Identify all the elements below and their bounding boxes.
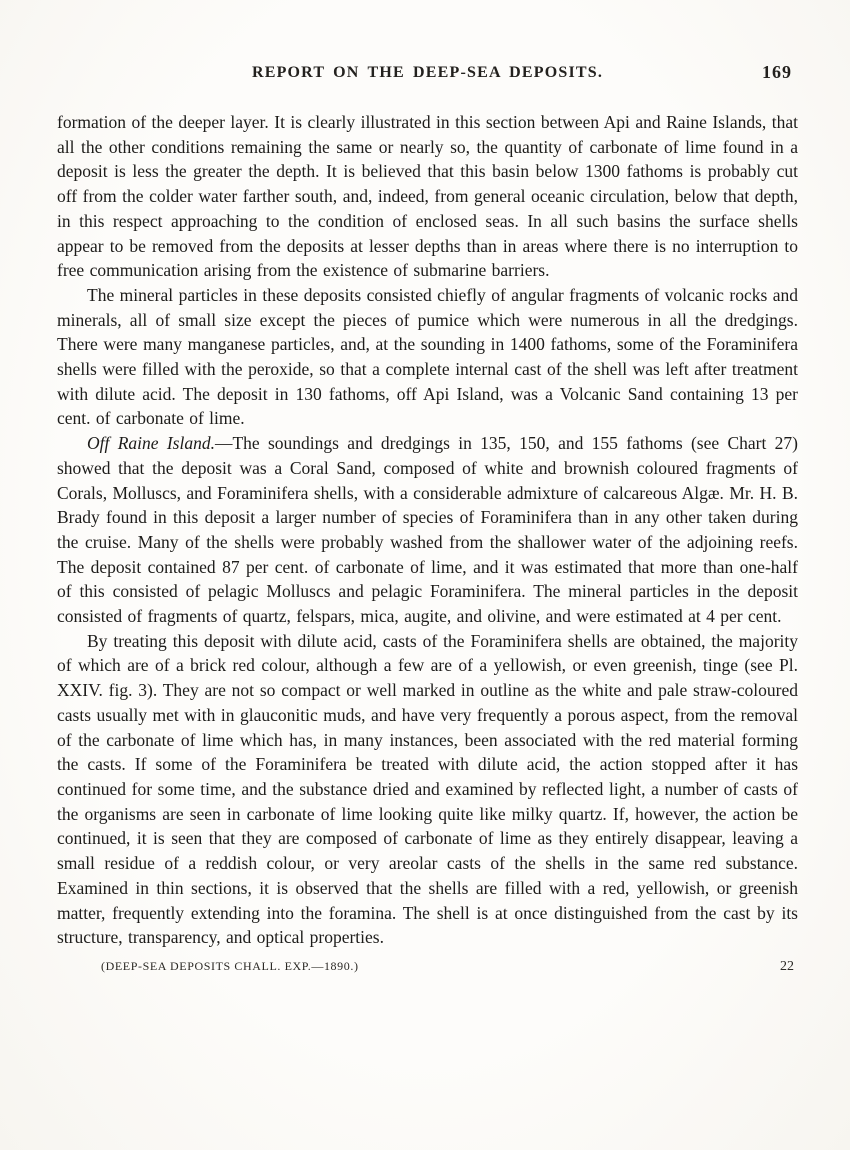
page-body [57,110,798,950]
footer-imprint: (DEEP-SEA DEPOSITS CHALL. EXP.—1890.) [101,958,359,973]
footer-signature-number: 22 [780,958,794,974]
paragraph-1 [57,110,798,283]
running-head [57,64,798,86]
paragraph-1-text: formation of the deeper layer. It is clearly illustrated in this section between Api and Raine Islands, that all the other conditions remaining the same or nearly so, the quantity of carbonate of lime found in a deposit is less the greater the depth. It is believed that this basin below 1300 fathoms is probably cut off from the colder water farther south, and, indeed, from general oceanic circulation, below that depth, in this respect approaching to the condition of enclosed seas. In all such basins the surface shells appear to be removed from the deposits at lesser depths than in areas where there is no interruption to free communication arising from the existence of submarine barriers. [57,112,798,281]
running-head-title: REPORT ON THE DEEP-SEA DEPOSITS. [251,64,604,81]
paragraph-4-text: By treating this deposit with dilute acid, casts of the Foraminifera shells are obtained, the majority of which are of a brick red colour, although a few are of a yellowish, or even greenish, tinge (see Pl. XXIV. fig. 3). They are not so compact or well marked in outline as the white and pale straw-coloured casts usually met with in glauconitic muds, and have very frequently a porous aspect, from the removal of the carbonate of lime which has, in many instances, been associated with the red material forming the casts. If some of the Foraminifera be treated with dilute acid, the action stopped after it has continued for some time, and the substance dried and examined by reflected light, a number of casts of the organisms are seen in carbonate of lime looking quite like milky quartz. If, however, the action be continued, it is seen that they are composed of carbonate of lime as they entirely disappear, leaving a small residue of a reddish colour, or very areolar casts of the shells in the same red substance. Examined in thin sections, it is observed that the shells are filled with a red, yellowish, or greenish matter, frequently extending into the foramina. The shell is at once distinguished from the cast by its structure, transparency, and optical properties. [57,630,798,948]
page-number: 169 [762,62,792,82]
paragraph-3-text: —The soundings and dredgings in 135, 150, and 155 fathoms (see Chart 27) showed that the deposit was a Coral Sand, composed of white and brownish coloured fragments of Corals, Molluscs, and Foraminifera shells, with a considerable admixture of calcareous Algæ. Mr. H. B. Brady found in this deposit a larger number of species of Foraminifera than in any other taken during the cruise. Many of the shells were probably washed from the shallower water of the adjoining reefs. The deposit contained 87 per cent. of carbonate of lime, and it was estimated that more than one-half of this consisted of pelagic Molluscs and pelagic Foraminifera. The mineral particles in the deposit consisted of fragments of quartz, felspars, mica, augite, and olivine, and were estimated at 4 per cent. [57,433,798,627]
paragraph-2 [57,283,798,431]
paragraph-3 [57,431,798,629]
page-footer [57,959,798,975]
section-lead-italic: Off Raine Island. [87,433,215,454]
paragraph-2-text: The mineral particles in these deposits consisted chiefly of angular fragments of volcanic rocks and minerals, all of small size except the pieces of pumice which were numerous in all the dredgings. There were many manganese particles, and, at the sounding in 1400 fathoms, some of the Foraminifera shells were filled with the peroxide, so that a complete internal cast of the shell was left after treatment with dilute acid. The deposit in 130 fathoms, off Api Island, was a Volcanic Sand containing 13 per cent. of carbonate of lime. [57,284,798,429]
paragraph-4 [57,629,798,950]
